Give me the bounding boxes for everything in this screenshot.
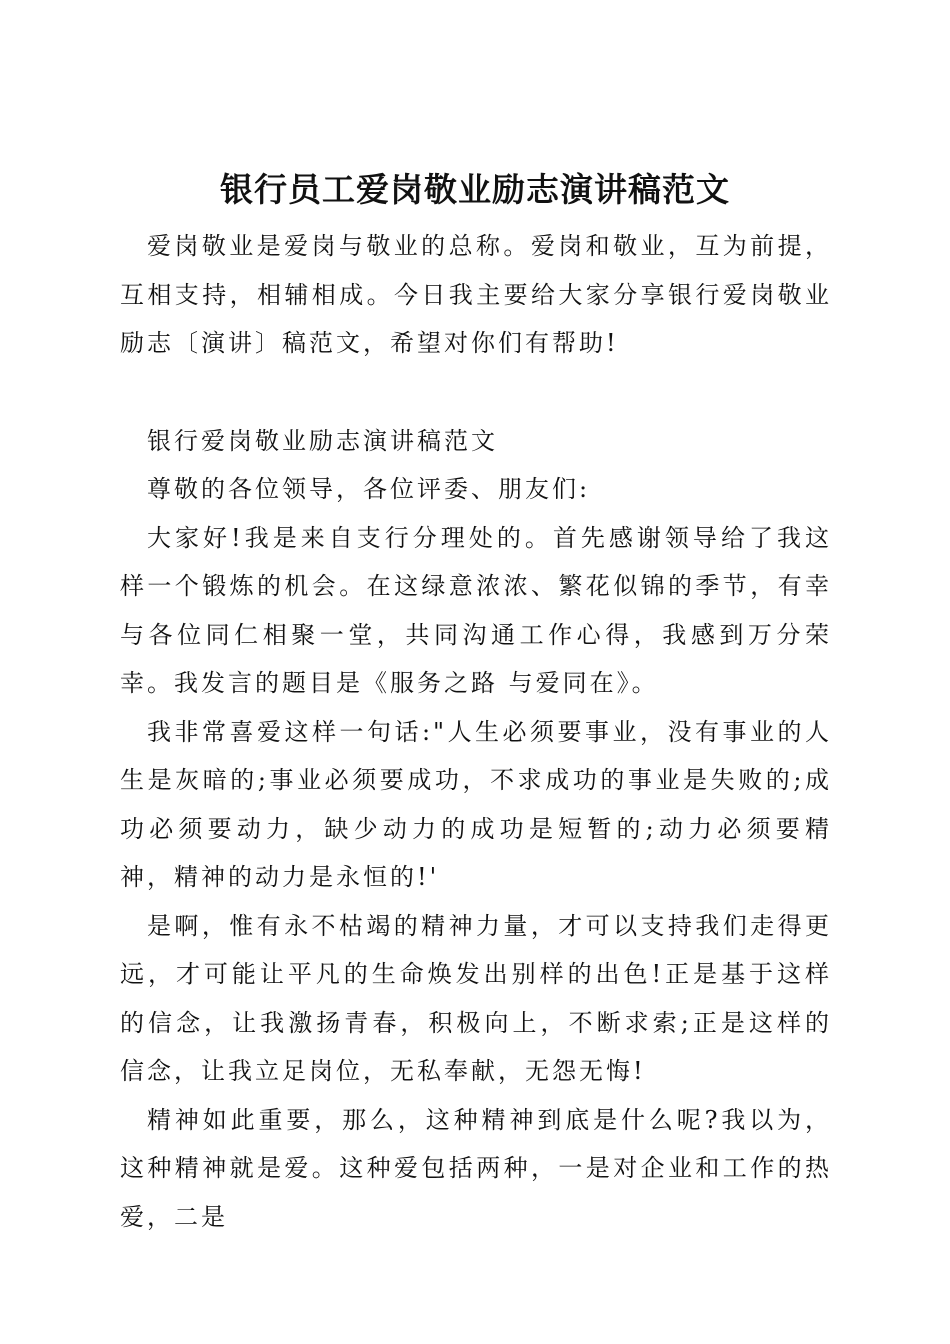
blank-line [120, 368, 832, 417]
salutation-paragraph: 尊敬的各位领导，各位评委、朋友们: [147, 475, 591, 503]
document-body [120, 222, 832, 1241]
body-paragraph: 精神如此重要，那么，这种精神到底是什么呢?我以为，这种精神就是爱。这种爱包括两种，一是对企业和工作的热爱，二是 [120, 1105, 832, 1231]
section-heading: 银行爱岗敬业励志演讲稿范文 [147, 426, 498, 455]
intro-paragraph: 爱岗敬业是爱岗与敬业的总称。爱岗和敬业，互为前提，互相支持，相辅相成。今日我主要给大家分享银行爱岗敬业励志〔演讲〕稿范文，希望对你们有帮助! [120, 232, 832, 357]
body-paragraph: 是啊，惟有永不枯竭的精神力量，才可以支持我们走得更远，才可能让平凡的生命焕发出别样的出色!正是基于这样的信念，让我激扬青春，积极向上，不断求索;正是这样的信念，让我立足岗位，无私奉献，无怨无悔! [120, 911, 832, 1085]
body-paragraph: 我非常喜爱这样一句话:"人生必须要事业，没有事业的人生是灰暗的;事业必须要成功，不求成功的事业是失败的;成功必须要动力，缺少动力的成功是短暂的;动力必须要精神，精神的动力是永恒的!' [120, 717, 832, 891]
body-paragraph: 大家好!我是来自支行分理处的。首先感谢领导给了我这样一个锻炼的机会。在这绿意浓浓、繁花似锦的季节，有幸与各位同仁相聚一堂，共同沟通工作心得，我感到万分荣幸。我发言的题目是《服务之路 与爱同在》。 [120, 523, 832, 697]
document-title: 银行员工爱岗敬业励志演讲稿范文 [220, 170, 730, 210]
